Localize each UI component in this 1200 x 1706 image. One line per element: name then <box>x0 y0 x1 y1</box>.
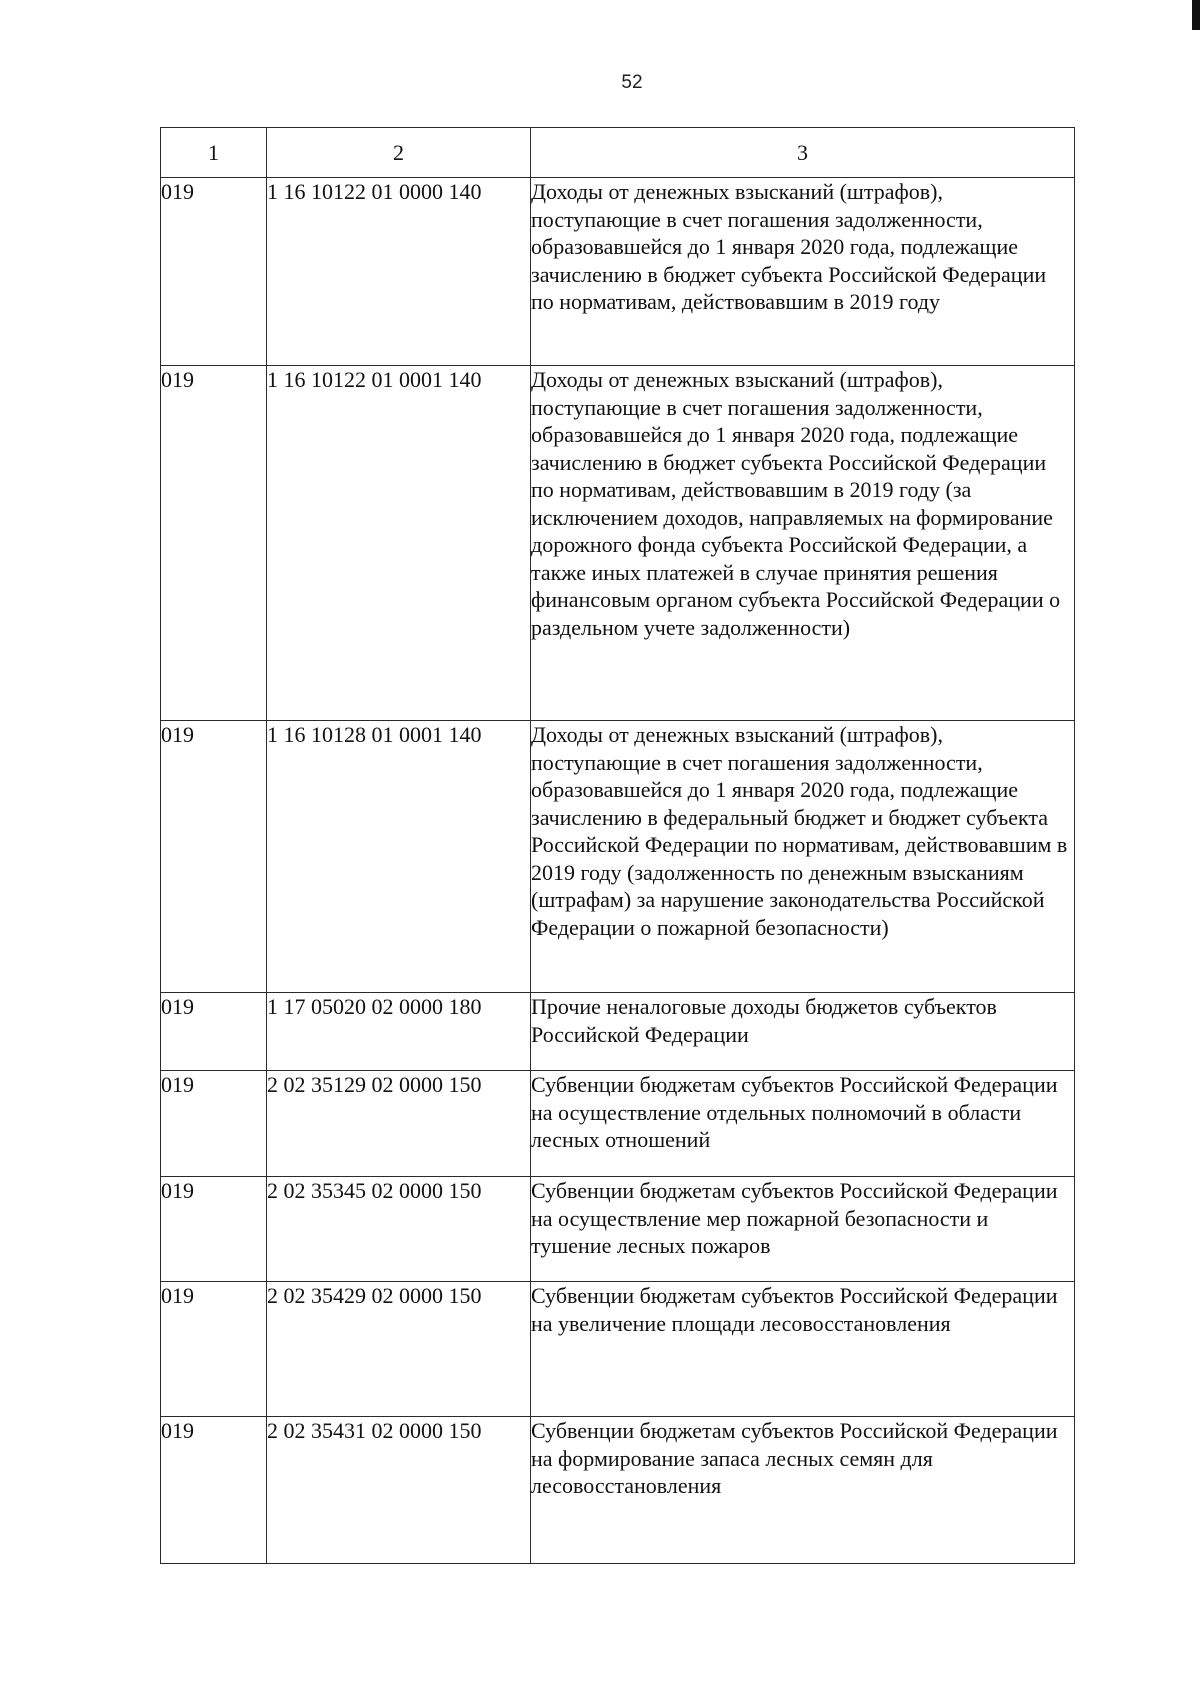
agency-code: 019 <box>161 993 267 1071</box>
revenue-description: Субвенции бюджетам субъектов Российской Федерации на формирование запаса лесных семян для лесовосстановления <box>531 1417 1075 1564</box>
revenue-description: Субвенции бюджетам субъектов Российской Федерации на увеличение площади лесовосстановления <box>531 1282 1075 1417</box>
revenue-code: 1 16 10122 01 0000 140 <box>267 178 531 366</box>
agency-code: 019 <box>161 1177 267 1282</box>
column-header-2: 2 <box>267 128 531 178</box>
agency-code: 019 <box>161 721 267 993</box>
agency-code: 019 <box>161 366 267 721</box>
table-row <box>161 1417 1075 1564</box>
revenue-description: Доходы от денежных взысканий (штрафов), поступающие в счет погашения задолженности, образовавшейся до 1 января 2020 года, подлежащие зачислению в бюджет субъекта Российской Федерации по нормативам, действовавшим в 2019 году <box>531 178 1075 366</box>
revenue-description: Доходы от денежных взысканий (штрафов), поступающие в счет погашения задолженности, образовавшейся до 1 января 2020 года, подлежащие зачислению в бюджет субъекта Российской Федерации по нормативам, действовавшим в 2019 году (за исключением доходов, направляемых на формирование дорожного фонда субъекта Российской Федерации, а также иных платежей в случае принятия решения финансовым органом субъекта Российской Федерации о раздельном учете задолженности) <box>531 366 1075 721</box>
revenue-description: Доходы от денежных взысканий (штрафов), поступающие в счет погашения задолженности, образовавшейся до 1 января 2020 года, подлежащие зачислению в федеральный бюджет и бюджет субъекта Российской Федерации по нормативам, действовавшим в 2019 году (задолженность по денежным взысканиям (штрафам) за нарушение законодательства Российской Федерации о пожарной безопасности) <box>531 721 1075 993</box>
revenue-code: 1 16 10122 01 0001 140 <box>267 366 531 721</box>
column-header-3: 3 <box>531 128 1075 178</box>
revenue-code: 2 02 35431 02 0000 150 <box>267 1417 531 1564</box>
revenue-code: 2 02 35429 02 0000 150 <box>267 1282 531 1417</box>
table-row <box>161 993 1075 1071</box>
agency-code: 019 <box>161 178 267 366</box>
agency-code: 019 <box>161 1282 267 1417</box>
table-row <box>161 1177 1075 1282</box>
agency-code: 019 <box>161 1417 267 1564</box>
revenue-code: 2 02 35345 02 0000 150 <box>267 1177 531 1282</box>
table-row <box>161 1071 1075 1177</box>
page-number: 52 <box>621 72 643 93</box>
revenue-code: 1 17 05020 02 0000 180 <box>267 993 531 1071</box>
table-row <box>161 1282 1075 1417</box>
table-row <box>161 366 1075 721</box>
scan-edge-mark <box>1192 0 1200 30</box>
table-header-row <box>161 128 1075 178</box>
revenue-description: Субвенции бюджетам субъектов Российской Федерации на осуществление мер пожарной безопасности и тушение лесных пожаров <box>531 1177 1075 1282</box>
column-header-1: 1 <box>161 128 267 178</box>
table-row <box>161 721 1075 993</box>
revenue-code: 2 02 35129 02 0000 150 <box>267 1071 531 1177</box>
revenue-code: 1 16 10128 01 0001 140 <box>267 721 531 993</box>
table-row <box>161 178 1075 366</box>
agency-code: 019 <box>161 1071 267 1177</box>
revenue-description: Прочие неналоговые доходы бюджетов субъектов Российской Федерации <box>531 993 1075 1071</box>
revenue-codes-table <box>160 127 1075 1564</box>
revenue-description: Субвенции бюджетам субъектов Российской Федерации на осуществление отдельных полномочий в области лесных отношений <box>531 1071 1075 1177</box>
